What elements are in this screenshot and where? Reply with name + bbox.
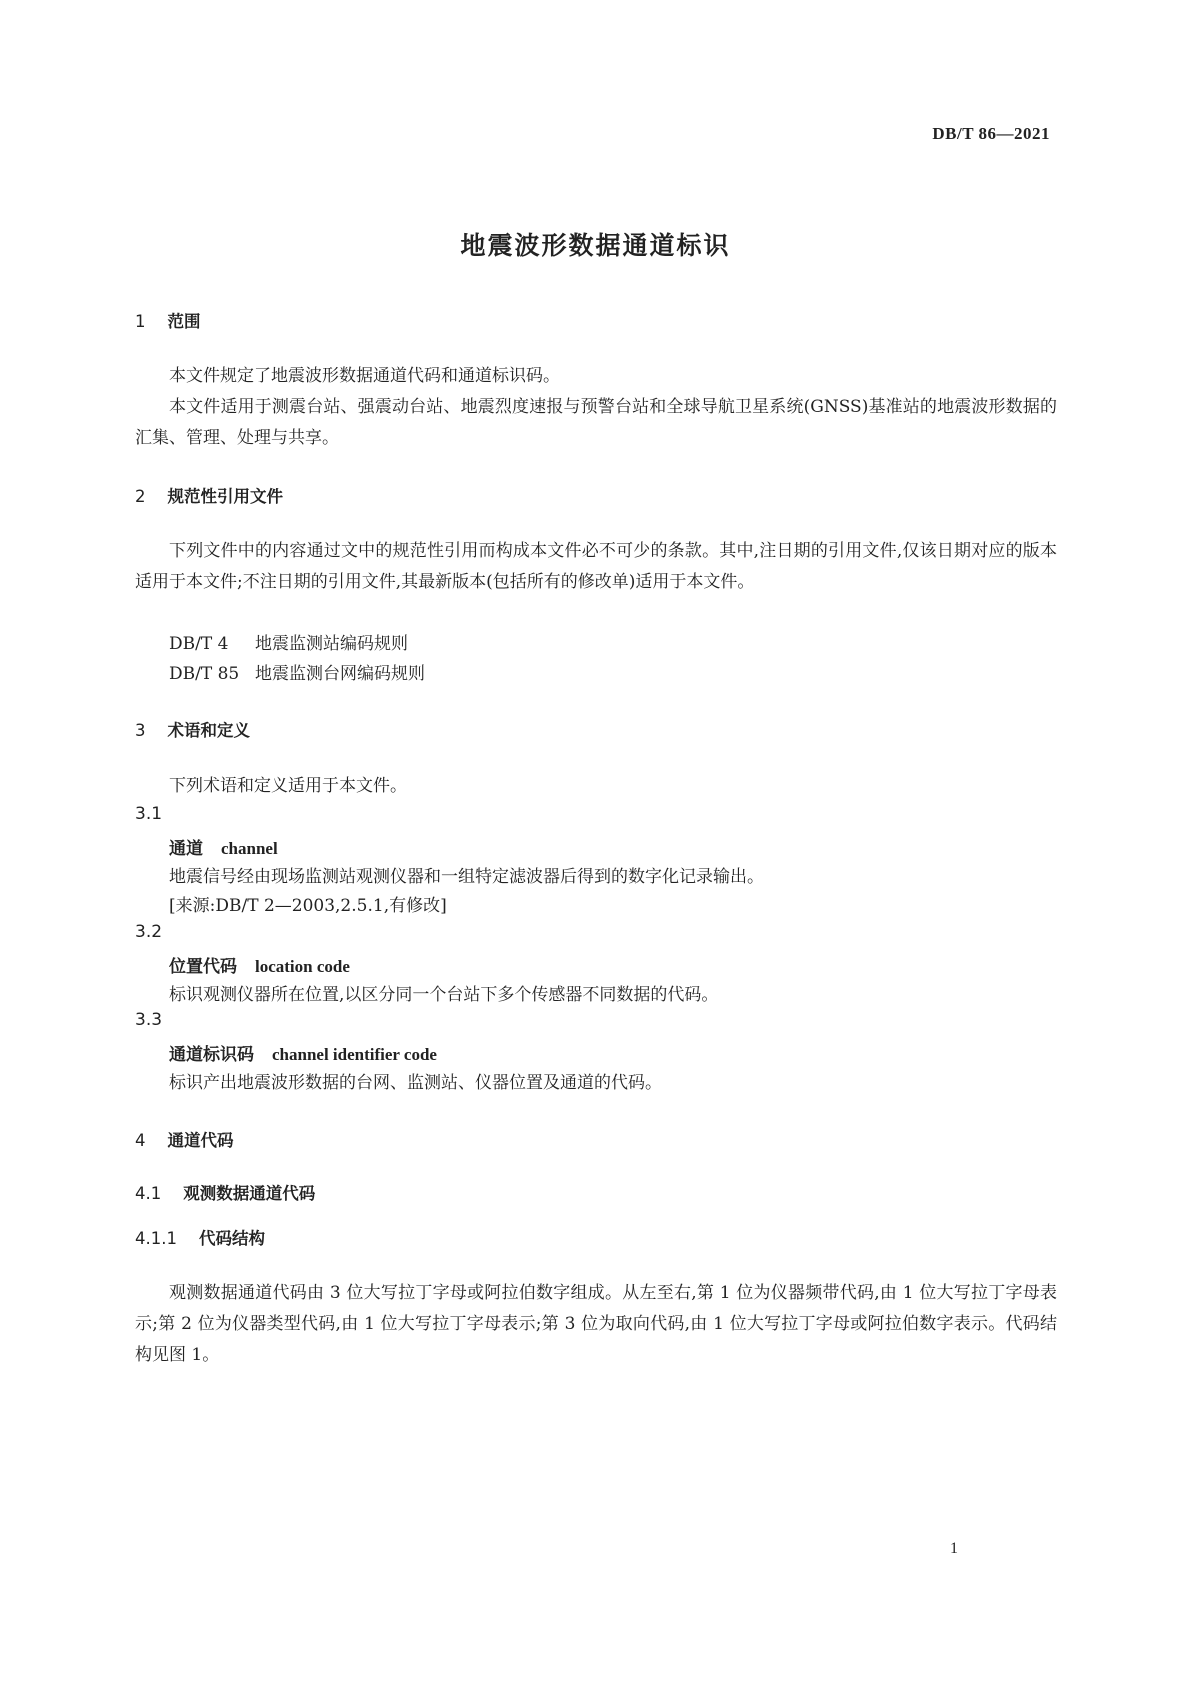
term-name-en: location code: [255, 957, 350, 976]
section-3-paragraph-1: 下列术语和定义适用于本文件。: [169, 776, 407, 796]
subsection-4-1-1-title: 代码结构: [198, 1229, 265, 1248]
reference-item: [169, 629, 408, 654]
term-title: [169, 1040, 437, 1065]
section-2-number: 2: [135, 487, 146, 506]
reference-title: 地震监测站编码规则: [255, 634, 408, 654]
section-4-number: 4: [135, 1131, 146, 1150]
term-title: [169, 834, 278, 859]
term-name-zh: 位置代码: [169, 957, 237, 977]
term-number: 3.3: [135, 1010, 163, 1030]
section-4-title: 通道代码: [167, 1131, 234, 1150]
section-1-paragraph-1: 本文件规定了地震波形数据通道代码和通道标识码。: [169, 366, 560, 386]
subsection-4-1-1-heading: [135, 1225, 265, 1249]
term-definition: 标识产出地震波形数据的台网、监测站、仪器位置及通道的代码。: [169, 1073, 662, 1093]
term-number: 3.2: [135, 922, 163, 942]
section-1-heading: [135, 308, 201, 332]
term-definition: 地震信号经由现场监测站观测仪器和一组特定滤波器后得到的数字化记录输出。: [169, 867, 764, 887]
section-3-heading: [135, 717, 250, 741]
reference-code: DB/T 85: [169, 664, 240, 684]
reference-item: [169, 659, 425, 684]
section-3-number: 3: [135, 721, 146, 740]
term-source: [来源:DB/T 2—2003,2.5.1,有修改]: [169, 896, 447, 916]
section-2-title: 规范性引用文件: [167, 487, 283, 506]
section-2-paragraph-1: 下列文件中的内容通过文中的规范性引用而构成本文件必不可少的条款。其中,注日期的引用文件,仅该日期对应的版本适用于本文件;不注日期的引用文件,其最新版本(包括所有的修改单)适用于本文件。: [135, 541, 1057, 592]
document-title: 地震波形数据通道标识: [460, 231, 731, 260]
subsection-4-1-1-number: 4.1.1: [135, 1229, 177, 1248]
subsection-4-1-title: 观测数据通道代码: [183, 1184, 316, 1203]
term-name-en: channel: [221, 839, 278, 858]
reference-title: 地震监测台网编码规则: [255, 664, 425, 684]
term-definition: 标识观测仪器所在位置,以区分同一个台站下多个传感器不同数据的代码。: [169, 985, 719, 1005]
term-name-zh: 通道标识码: [169, 1045, 254, 1065]
section-4-paragraph-1: 观测数据通道代码由 3 位大写拉丁字母或阿拉伯数字组成。从左至右,第 1 位为仪器频带代码,由 1 位大写拉丁字母表示;第 2 位为仪器类型代码,由 1 位大写拉丁字母表示;第 3 位为取向代码,由 1 位大写拉丁字母或阿拉伯数字表示。代码结构见图 1。: [135, 1283, 1057, 1365]
reference-code: DB/T 4: [169, 634, 229, 654]
section-4-heading: [135, 1127, 234, 1151]
term-name-zh: 通道: [169, 839, 203, 859]
subsection-4-1-heading: [135, 1180, 315, 1204]
section-1-number: 1: [135, 312, 146, 331]
section-2-heading: [135, 483, 283, 507]
subsection-4-1-number: 4.1: [135, 1184, 162, 1203]
page-number: 1: [950, 1540, 958, 1557]
term-title: [169, 952, 350, 977]
section-1-paragraph-2: 本文件适用于测震台站、强震动台站、地震烈度速报与预警台站和全球导航卫星系统(GNSS)基准站的地震波形数据的汇集、管理、处理与共享。: [135, 397, 1057, 448]
section-3-title: 术语和定义: [167, 721, 250, 740]
standard-code: DB/T 86—2021: [932, 124, 1050, 143]
term-number: 3.1: [135, 804, 163, 824]
section-1-title: 范围: [167, 312, 201, 331]
term-name-en: channel identifier code: [272, 1045, 437, 1064]
